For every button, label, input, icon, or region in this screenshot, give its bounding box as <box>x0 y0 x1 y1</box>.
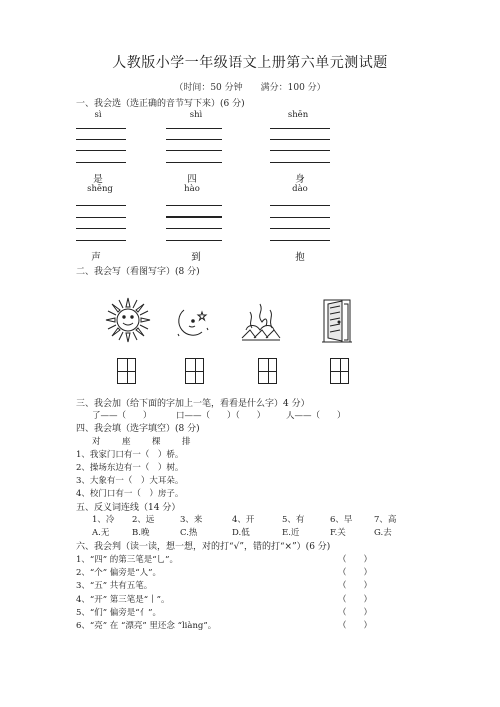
pinyin-sheng: shēng <box>87 184 113 194</box>
pinyin-hao: hào <box>184 184 200 194</box>
exam-info: （时间：50 分钟 满分：100 分） <box>174 83 326 93</box>
add-stroke-item-1[interactable]: 了——（ ） <box>92 411 152 421</box>
tianzi-grid-1[interactable] <box>117 358 136 384</box>
add-stroke-item-2[interactable]: 口——（ ）（ ） <box>176 411 266 421</box>
antonym-bottom-a[interactable]: A.无 <box>92 528 110 538</box>
char-shen: 身 <box>295 174 305 185</box>
judge-item-3: 3、“五” 共有五笔。 <box>76 581 153 591</box>
antonym-bottom-f[interactable]: F.关 <box>330 528 346 538</box>
judge-item-1: 1、“四” 的第三笔是“乚”。 <box>76 555 178 565</box>
pinyin-si: sì <box>94 110 102 120</box>
antonym-top-2[interactable]: 2、远 <box>132 515 155 525</box>
antonym-bottom-e[interactable]: E.近 <box>282 528 300 538</box>
antonym-bottom-d[interactable]: D.低 <box>232 528 250 538</box>
pinyin-shi: shì <box>189 110 203 120</box>
judge-item-2: 2、“个” 偏旁是“人”。 <box>76 568 161 578</box>
moon-icon <box>172 306 212 340</box>
judge-answer-2[interactable]: （ ） <box>338 568 373 578</box>
judge-answer-5[interactable]: （ ） <box>338 608 373 618</box>
tianzi-grid-4[interactable] <box>330 358 349 384</box>
antonym-bottom-b[interactable]: B.晚 <box>132 528 150 538</box>
door-icon <box>320 296 354 344</box>
antonym-top-1[interactable]: 1、冷 <box>92 515 115 525</box>
fill-sentence-2[interactable]: 2、操场东边有一（ ）树。 <box>76 463 184 473</box>
judge-answer-1[interactable]: （ ） <box>338 555 373 565</box>
judge-item-4: 4、“开” 第三笔是“丨”。 <box>76 595 170 605</box>
judge-answer-4[interactable]: （ ） <box>338 595 373 605</box>
pinyin-shen: shēn <box>287 110 309 120</box>
option-ke: 棵 <box>152 437 161 447</box>
section3-heading: 三、我会加（给下面的字加上一笔，看看是什么字）4 分） <box>76 399 310 409</box>
antonym-top-7[interactable]: 7、高 <box>374 515 397 525</box>
judge-answer-3[interactable]: （ ） <box>338 581 373 591</box>
char-bao: 抱 <box>295 252 305 263</box>
char-sheng: 声 <box>91 252 101 263</box>
fill-sentence-4[interactable]: 4、校门口有一（ ）房子。 <box>76 489 184 499</box>
antonym-top-5[interactable]: 5、有 <box>282 515 305 525</box>
antonym-top-4[interactable]: 4、开 <box>232 515 255 525</box>
antonym-bottom-g[interactable]: G.去 <box>374 528 392 538</box>
char-dao: 到 <box>191 252 201 263</box>
fire-icon <box>236 302 284 344</box>
antonym-top-3[interactable]: 3、来 <box>180 515 203 525</box>
option-pai: 排 <box>182 437 191 447</box>
judge-item-5: 5、“们” 偏旁是“亻”。 <box>76 608 161 618</box>
section4-heading: 四、我会填（选字填空）(8 分) <box>76 424 200 434</box>
char-shi: 是 <box>93 174 103 185</box>
tianzi-grid-2[interactable] <box>185 358 204 384</box>
option-dui: 对 <box>92 437 101 447</box>
char-si: 四 <box>187 174 197 185</box>
pinyin-dao: dào <box>292 184 308 194</box>
page-title: 人教版小学一年级语文上册第六单元测试题 <box>112 55 388 71</box>
section2-heading: 二、我会写（看图写字）(8 分) <box>76 267 200 277</box>
fill-sentence-1[interactable]: 1、我家门口有一（ ）桥。 <box>76 450 184 460</box>
fill-sentence-3[interactable]: 3、大象有一（ ）大耳朵。 <box>76 476 184 486</box>
judge-answer-6[interactable]: （ ） <box>338 621 373 631</box>
add-stroke-item-3[interactable]: 人——（ ） <box>286 411 346 421</box>
antonym-bottom-c[interactable]: C.热 <box>180 528 198 538</box>
option-zuo: 座 <box>122 437 131 447</box>
antonym-top-6[interactable]: 6、早 <box>330 515 353 525</box>
section1-heading: 一、我会选（选正确的音节写下来）(6 分) <box>76 99 245 109</box>
section5-heading: 五、反义词连线（14 分） <box>76 503 181 513</box>
section6-heading: 六、我会判（读一读，想一想，对的打“√”，错的打“×”）(6 分) <box>76 542 331 552</box>
judge-item-6: 6、“亮” 在 “漂亮” 里还念 “liàng”。 <box>76 621 217 631</box>
sun-icon <box>104 296 152 344</box>
tianzi-grid-3[interactable] <box>258 358 277 384</box>
